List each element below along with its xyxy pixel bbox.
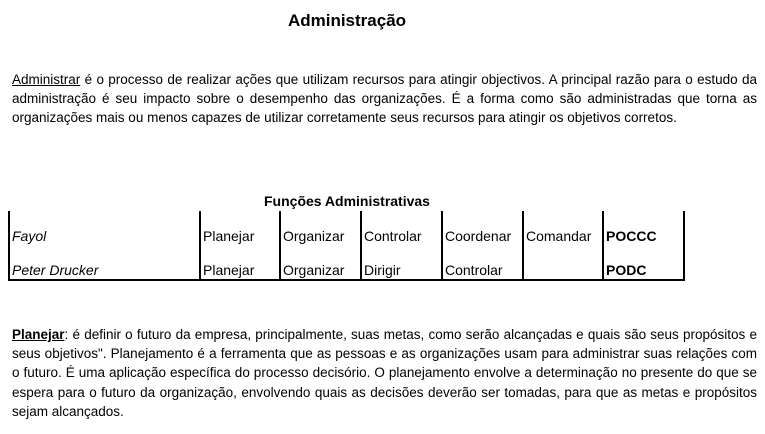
table-cell [280,245,361,262]
table-cell: Comandar [523,228,603,245]
table-cell: Organizar [280,262,361,280]
table-row [9,228,684,245]
planning-paragraph [12,325,757,421]
acronym-cell: POCCC [603,228,684,245]
table-cell: Planejar [200,228,280,245]
table-cell: Coordenar [442,228,523,245]
table-cell [523,211,603,228]
table-row [9,245,684,262]
intro-term: Administrar [12,72,81,87]
acronym-cell: PODC [603,262,684,280]
table-cell [200,245,280,262]
table-cell [603,245,684,262]
functions-table [8,211,685,281]
table-cell [9,211,200,228]
planning-term: Planejar [12,327,65,342]
table-row [9,211,684,228]
table-cell [200,211,280,228]
table-cell [523,262,603,280]
table-cell: Dirigir [361,262,442,280]
row-label-drucker: Peter Drucker [9,262,200,280]
table-cell [603,211,684,228]
table-cell: Organizar [280,228,361,245]
table-cell: Controlar [442,262,523,280]
table-cell [361,211,442,228]
table-title: Funções Administrativas [264,193,430,209]
planning-text: : é definir o futuro da empresa, principalmente, suas metas, como serão alcançadas e quais são seus propósitos e seus objetivos". Planejamento é a ferramenta que as pessoas e as organizações usam para administrar suas relações com o futuro. É uma aplicação específica do processo decisório. O planejamento envolve a determinação no presente do que se espera para o futuro da organização, envolvendo quais as decisões deverão ser tomadas, para que as metas e propósitos sejam alcançados. [12,327,757,419]
table-row [9,262,684,280]
page-title: Administração [287,11,407,30]
table-cell [442,211,523,228]
table-cell [523,245,603,262]
intro-paragraph [12,70,757,128]
intro-text: é o processo de realizar ações que utilizam recursos para atingir objectivos. A principal razão para o estudo da administração é seu impacto sobre o desempenho das organizações. É a forma como são administradas que torna as organizações mais ou menos capazes de utilizar corretamente seus recursos para atingir os objetivos corretos. [12,72,757,126]
row-label-fayol: Fayol [9,228,200,245]
table-cell [9,245,200,262]
table-cell [442,245,523,262]
table-cell [361,245,442,262]
table-cell: Planejar [200,262,280,280]
table-cell [280,211,361,228]
table-cell: Controlar [361,228,442,245]
